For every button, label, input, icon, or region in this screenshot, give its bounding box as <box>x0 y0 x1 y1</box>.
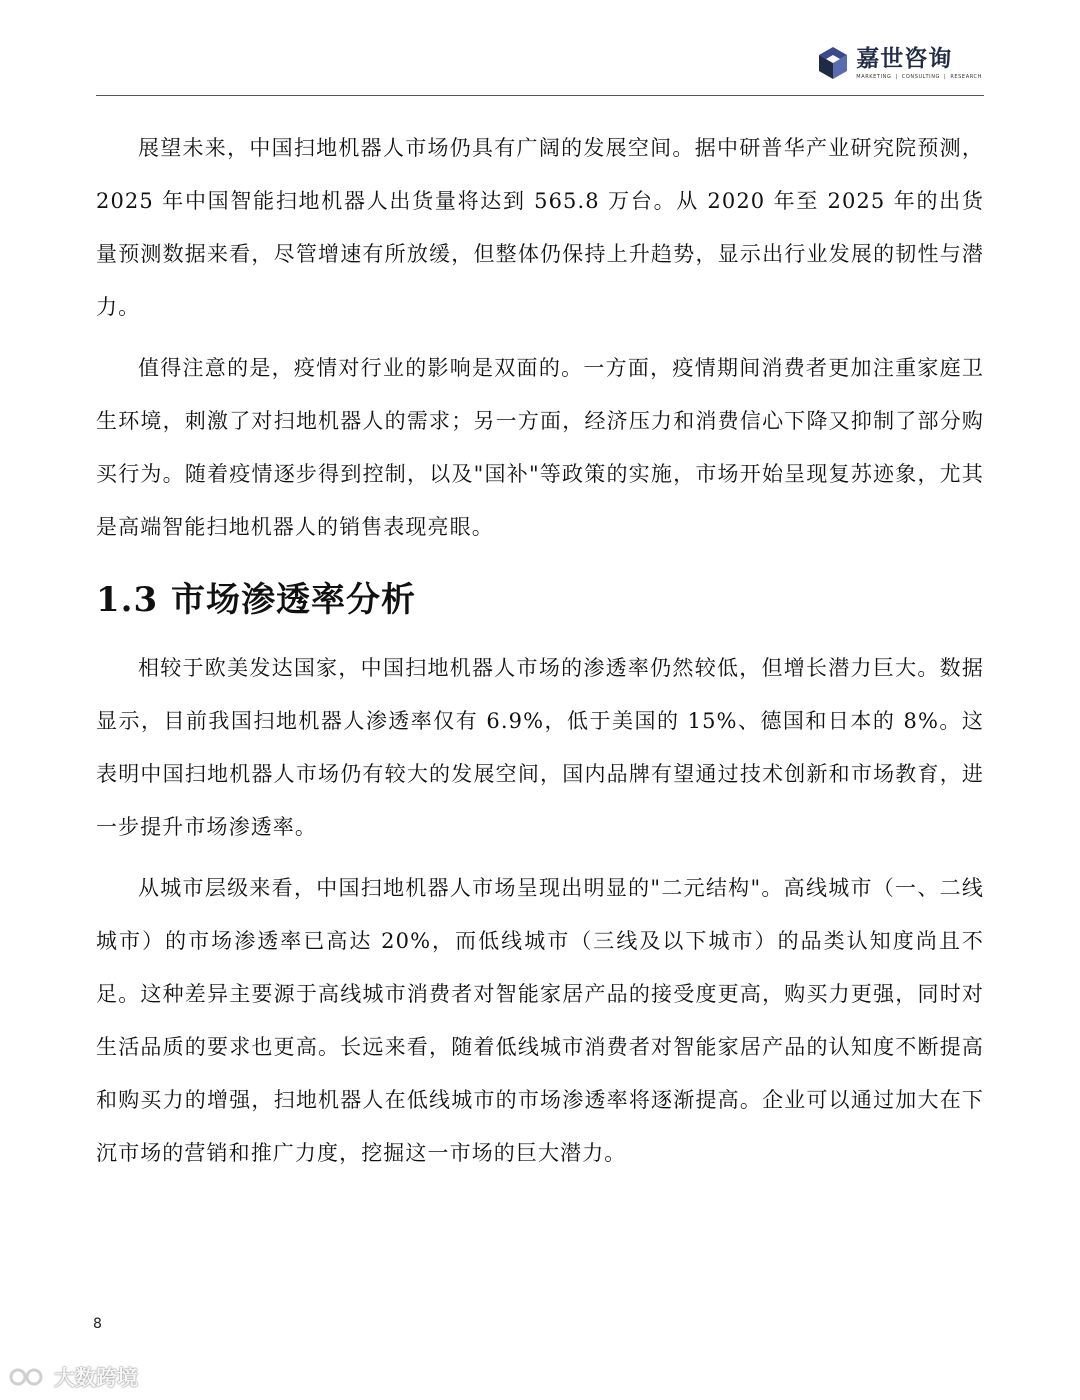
watermark-logo-icon <box>8 1365 48 1389</box>
cube-logo-icon <box>818 46 848 80</box>
body-paragraph: 值得注意的是，疫情对行业的影响是双面的。一方面，疫情期间消费者更加注重家庭卫生环境，刺激了对扫地机器人的需求；另一方面，经济压力和消费信心下降又抑制了部分购买行为。随着疫情逐步得到控制，以及"国补"等政策的实施，市场开始呈现复苏迹象，尤其是高端智能扫地机器人的销售表现亮眼。 <box>96 356 984 539</box>
watermark <box>8 1362 138 1392</box>
page-number: 8 <box>93 1316 102 1332</box>
body-paragraph: 从城市层级来看，中国扫地机器人市场呈现出明显的"二元结构"。高线城市（一、二线城市）的市场渗透率已高达 20%，而低线城市（三线及以下城市）的品类认知度尚且不足。这种差异主要源于高线城市消费者对智能家居产品的接受度更高，购买力更强，同时对生活品质的要求也更高。长远来看，随着低线城市消费者对智能家居产品的认知度不断提高和购买力的增强，扫地机器人在低线城市的市场渗透率将逐渐提高。企业可以通过加大在下沉市场的营销和推广力度，挖掘这一市场的巨大潜力。 <box>96 876 984 1165</box>
document-body <box>96 122 984 1188</box>
watermark-text: 大数跨境 <box>54 1366 138 1390</box>
section-heading: 1.3 市场渗透率分析 <box>96 580 416 620</box>
brand-name: 嘉世咨询 <box>856 46 953 72</box>
header-divider <box>96 95 984 96</box>
header-logo <box>818 46 982 80</box>
body-paragraph: 相较于欧美发达国家，中国扫地机器人市场的渗透率仍然较低，但增长潜力巨大。数据显示，目前我国扫地机器人渗透率仅有 6.9%，低于美国的 15%、德国和日本的 8%。这表明中国扫地机器人市场仍有较大的发展空间，国内品牌有望通过技术创新和市场教育，进一步提升市场渗透率。 <box>96 656 984 839</box>
body-paragraph: 展望未来，中国扫地机器人市场仍具有广阔的发展空间。据中研普华产业研究院预测，2025 年中国智能扫地机器人出货量将达到 565.8 万台。从 2020 年至 2025 年的出货量预测数据来看，尽管增速有所放缓，但整体仍保持上升趋势，显示出行业发展的韧性与潜力。 <box>96 136 984 319</box>
brand-tagline: MARKETING | CONSULTING | RESEARCH <box>856 74 982 80</box>
